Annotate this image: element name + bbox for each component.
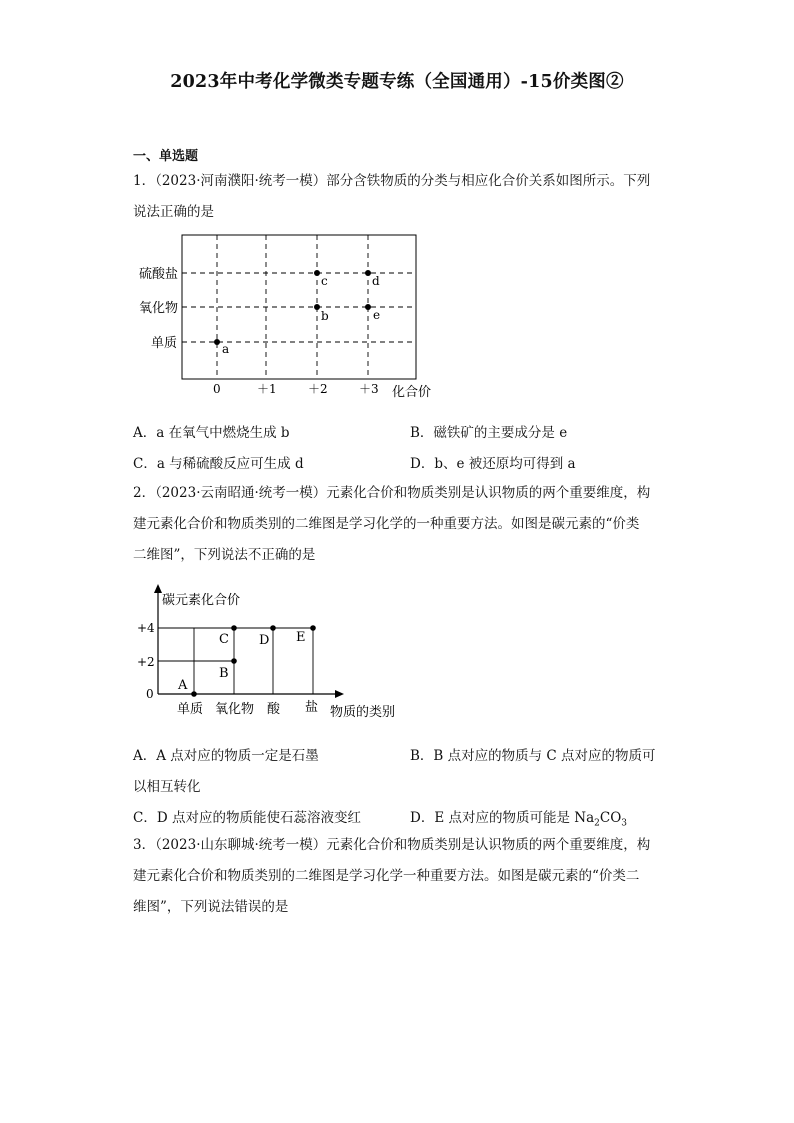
q1-xlabel-plus1: ＋1 [257, 382, 277, 396]
q2-option-b-line-1: B．B 点对应的物质与 C 点对应的物质可 [410, 748, 656, 764]
q3-stem-line-3: 维图”，下列说法错误的是 [133, 899, 289, 915]
q2-stem-line-1: 2．（2023·云南昭通·统考一模）元素化合价和物质类别是认识物质的两个重要维度，构 [133, 485, 651, 501]
q3-stem-line-1: 3．（2023·山东聊城·统考一模）元素化合价和物质类别是认识物质的两个重要维度，构 [133, 837, 651, 853]
q1-point-a-label: a [222, 342, 230, 356]
q1-option-b: B．磁铁矿的主要成分是 e [410, 425, 568, 441]
q2-point-c-label: C [219, 632, 229, 647]
q1-ylabel-element: 单质 [151, 336, 178, 351]
q1-xaxis-label: 化合价 [392, 385, 432, 400]
q3-stem-line-2: 建元素化合价和物质类别的二维图是学习化学一种重要方法。如图是碳元素的“价类二 [133, 868, 640, 884]
q2-ytick-0: 0 [146, 687, 154, 701]
q1-point-d [365, 270, 371, 276]
page-title: 2023年中考化学微类专题专练（全国通用）-15价类图② [170, 72, 624, 92]
q2-x-axis-arrow [335, 690, 344, 698]
q2-point-d-label: D [259, 633, 270, 648]
q1-stem-line-1: 1．（2023·河南濮阳·统考一模）部分含铁物质的分类与相应化合价关系如图所示。下列 [133, 173, 651, 189]
q1-ylabel-sulfate: 硫酸盐 [139, 267, 179, 282]
q2-point-c [231, 625, 237, 631]
q2-point-e [310, 625, 316, 631]
q2-point-b-label: B [219, 666, 229, 681]
q2-ytick-plus2: +2 [137, 655, 155, 669]
q2-xcat-oxide: 氧化物 [215, 702, 255, 717]
q2-point-e-label: E [296, 630, 306, 645]
q1-point-c [314, 270, 320, 276]
q2-formula-sub-2: 3 [621, 818, 628, 829]
q2-formula-sub-1: 2 [594, 818, 600, 829]
q1-point-e [365, 304, 371, 310]
q2-point-d [270, 625, 276, 631]
q1-point-b-label: b [321, 309, 329, 323]
q2-point-a-label: A [178, 678, 188, 693]
q2-option-b-line-2: 以相互转化 [133, 779, 201, 795]
q2-formula-na: Na [574, 810, 595, 826]
q1-option-d: D．b、e 被还原均可得到 a [410, 456, 576, 472]
q1-ylabel-oxide: 氧化物 [139, 301, 179, 316]
q2-point-b [231, 658, 237, 664]
q2-point-a [191, 691, 197, 697]
q1-xlabel-plus2: ＋2 [308, 382, 328, 396]
q2-xcat-acid: 酸 [267, 702, 281, 717]
question-3-stem [133, 830, 663, 923]
q1-point-d-label: d [372, 274, 380, 288]
q2-formula-co: CO [599, 810, 622, 826]
q2-carbon-valence-chart [132, 583, 422, 723]
q2-option-a: A．A 点对应的物质一定是石墨 [133, 748, 319, 764]
q2-option-d [410, 806, 627, 829]
q2-xcat-salt: 盐 [305, 700, 319, 715]
section-heading: 一、单选题 [133, 149, 199, 164]
q1-xlabel-0: 0 [213, 382, 221, 396]
q1-option-a: A．a 在氧气中燃烧生成 b [133, 425, 290, 441]
q2-option-d-text: D．E 点对应的物质可能是 [410, 810, 575, 826]
q1-point-a [214, 339, 220, 345]
q1-point-e-label: e [373, 308, 381, 322]
q1-xlabel-plus3: ＋3 [359, 382, 379, 396]
q2-yaxis-label: 碳元素化合价 [162, 593, 241, 608]
q1-stem-line-2: 说法正确的是 [133, 204, 214, 220]
q2-xcat-element: 单质 [177, 702, 204, 717]
q2-xaxis-label: 物质的类别 [330, 705, 396, 720]
q1-point-b [314, 304, 320, 310]
question-2-stem [133, 478, 663, 571]
q1-option-c: C．a 与稀硫酸反应可生成 d [133, 456, 304, 472]
q2-stem-line-3: 二维图”，下列说法不正确的是 [133, 547, 316, 563]
q1-point-c-label: c [321, 274, 328, 288]
q2-stem-line-2: 建元素化合价和物质类别的二维图是学习化学的一种重要方法。如图是碳元素的“价类 [133, 516, 640, 532]
q1-iron-valence-chart [130, 228, 450, 408]
question-1-stem [133, 166, 663, 228]
q2-ytick-plus4: +4 [137, 621, 155, 635]
q1-grid [182, 235, 416, 379]
q2-option-c: C．D 点对应的物质能使石蕊溶液变红 [133, 810, 361, 826]
q2-y-axis-arrow [154, 584, 162, 593]
